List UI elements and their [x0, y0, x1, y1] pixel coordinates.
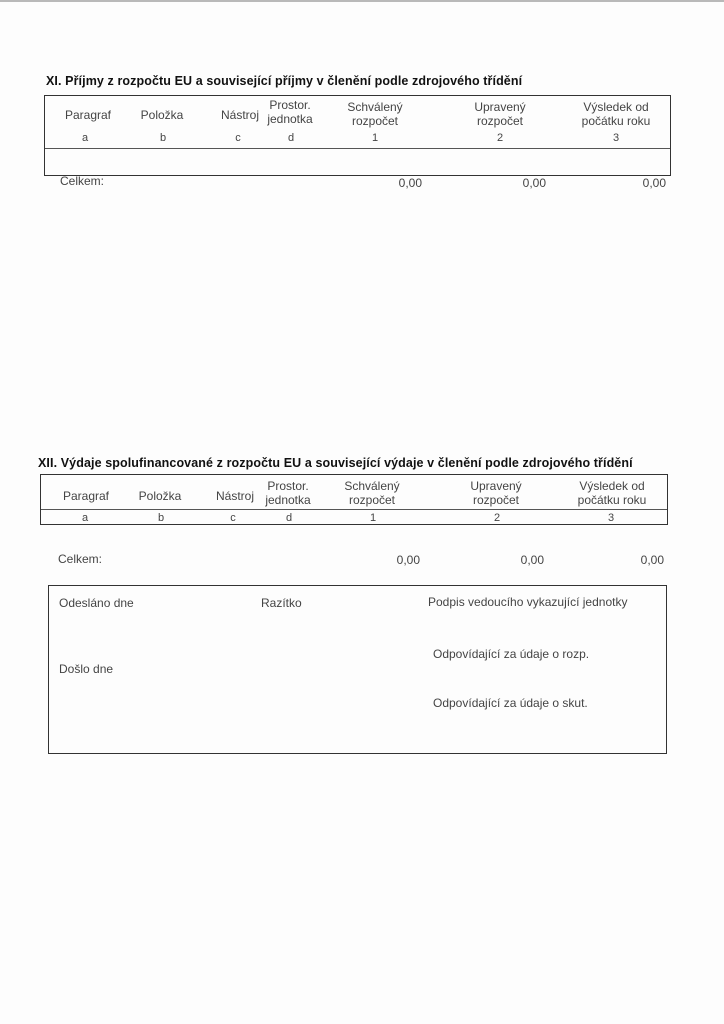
col-code-b: b [159, 132, 167, 144]
col-schvaleny-rozpocet-header: Schválený rozpočet [347, 100, 403, 128]
col-code-a: a [81, 132, 89, 144]
col-vysledek-header: Výsledek od počátku roku [581, 100, 651, 128]
section-xi-header-table [44, 95, 671, 176]
col-code-2: 2 [496, 132, 504, 144]
col-paragraf-header: Paragraf [62, 489, 110, 503]
col-code-3: 3 [612, 132, 620, 144]
col-code-c: c [230, 512, 236, 524]
section-xii-total-label: Celkem: [58, 552, 103, 566]
sent-date-label: Odesláno dne [59, 596, 134, 610]
section-xii-header-table [40, 474, 668, 525]
page-top-edge [0, 0, 724, 2]
section-xii-title: XII. Výdaje spolufinancované z rozpočtu EU a související výdaje v členění podle zdrojového třídění [38, 456, 633, 470]
section-xi-total-upraveny: 0,00 [522, 176, 546, 190]
col-nastroj-header: Nástroj [215, 489, 254, 503]
head-signature-label: Podpis vedoucího vykazující jednotky [428, 595, 628, 609]
col-code-3: 3 [607, 512, 615, 524]
col-prostor-jednotka-header: Prostor. jednotka [267, 98, 313, 126]
section-xi-total-vysledek: 0,00 [642, 176, 666, 190]
section-xii-header-divider [41, 509, 667, 510]
col-code-c: c [235, 132, 241, 144]
col-code-d: d [287, 132, 295, 144]
col-code-1: 1 [371, 132, 379, 144]
budget-responsible-label: Odpovídající za údaje o rozp. [433, 647, 590, 661]
col-polozka-header: Položka [140, 108, 184, 122]
actual-responsible-label: Odpovídající za údaje o skut. [433, 696, 588, 710]
col-nastroj-header: Nástroj [220, 108, 259, 122]
col-code-2: 2 [493, 512, 501, 524]
col-upraveny-rozpocet-header: Upravený rozpočet [470, 479, 522, 507]
col-code-d: d [285, 512, 293, 524]
signature-box [48, 585, 667, 754]
col-code-a: a [81, 512, 89, 524]
col-code-1: 1 [369, 512, 377, 524]
col-upraveny-rozpocet-header: Upravený rozpočet [474, 100, 526, 128]
col-code-b: b [157, 512, 165, 524]
section-xi-title: XI. Příjmy z rozpočtu EU a související příjmy v členění podle zdrojového třídění [46, 74, 523, 88]
section-xii-total-vysledek: 0,00 [640, 553, 664, 567]
col-vysledek-header: Výsledek od počátku roku [577, 479, 647, 507]
section-xi-total-schvaleny: 0,00 [398, 176, 422, 190]
section-xi-total-label: Celkem: [60, 174, 105, 188]
col-paragraf-header: Paragraf [64, 108, 112, 122]
received-date-label: Došlo dne [59, 662, 114, 676]
section-xii-total-upraveny: 0,00 [520, 553, 544, 567]
col-prostor-jednotka-header: Prostor. jednotka [265, 479, 311, 507]
section-xii-total-schvaleny: 0,00 [396, 553, 420, 567]
col-polozka-header: Položka [138, 489, 182, 503]
section-xi-header-divider [45, 148, 670, 149]
col-schvaleny-rozpocet-header: Schválený rozpočet [344, 479, 400, 507]
stamp-label: Razítko [261, 596, 302, 610]
